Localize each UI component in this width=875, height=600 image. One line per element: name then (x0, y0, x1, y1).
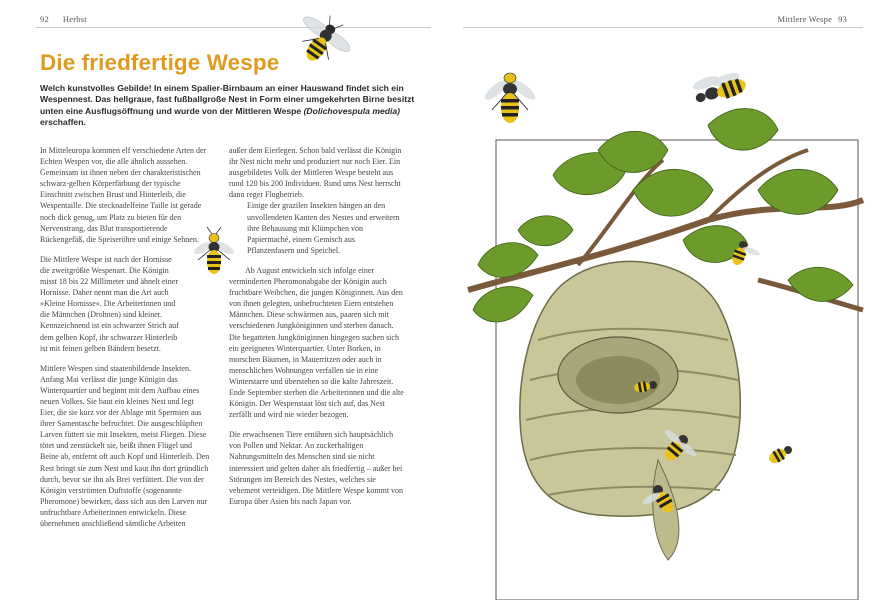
paragraph: Ab August entwickeln sich infolge einer verminderten Pheromonabgabe der Königin auch fruchtbare Weibchen, die jungen Königinnen. Aus den von ihnen gelegten, unbefruchteten Eiern entstehen Männchen. Diese schwärmen aus, paaren sich mit verschiedenen Jungköniginnen und sterben danach. Die begatteten Jungköniginnen hingegen suchen sich ein geeignetes Winterquartier. Unter Borken, in morschen Bäumen, in Mauerritzen oder auch in menschlichen Wohnungen verfallen sie in eine Winterstarre und überstehen so die kalte Jahreszeit. Ende September sterben die Arbeiterinnen und die alte Königin. Der Wespenstaat löst sich auf, das Nest zerfällt und wird nie wieder bezogen. (229, 265, 404, 420)
wasp-illustration (290, 12, 350, 76)
paragraph: Die Mittlere Wespe ist nach der Hornisse die zweitgrößte Wespenart. Die Königin misst 18 bis 22 Millimeter und ähnelt einer Hornisse. Daher nennt man die Art auch »Kleine Hornisse«. Die Arbeiterinnen und die Männchen (Drohnen) sind kleiner. Kennzeichnend ist ein schwarzer Strich auf dem gelben Kopf, ihr schwarzer Hinterleib ist mit feinen gelben Bändern besetzt. (40, 254, 179, 353)
page-header-right (777, 14, 847, 24)
page-number-left: 92 (40, 14, 49, 24)
lead-text-2: erschaffen. (40, 117, 86, 128)
chapter-title: Mittlere Wespe (777, 14, 833, 24)
header-rule-right (463, 27, 863, 28)
species-name: (Dolichovespula media) (303, 105, 401, 116)
page-number-right: 93 (838, 14, 847, 24)
text-column-2 (229, 145, 404, 516)
header-rule-left (36, 27, 431, 28)
wasp-illustration (690, 65, 748, 108)
wasp-illustration (482, 73, 538, 123)
paragraph: Einige der grazilen Insekten hängen an den unvollendeten Kanten des Nestes und erweitern ihre Behausung mit Klümpchen von Papiermaché, einem Gemisch aus Pflanzenfasern und Speichel. (247, 201, 400, 255)
paragraph: außer dem Eierlegen. Schon bald verlässt die Königin ihr Nest nicht mehr und produziert nur noch Eier. Ein ausgebildetes Volk der Mittleren Wespe besteht aus rund 120 bis 200 Individuen. Rund ums Nest herrscht dann reger Flugbetrieb. (229, 146, 402, 200)
section-name: Herbst (62, 14, 87, 24)
article-title: Die friedfertige Wespe (40, 50, 280, 75)
lead-text-1: Welch kunstvolles Gebilde! In einem Spalier-Birnbaum an einer Hauswand findet sich ein Wespennest. Das hellgraue, fast fußballgroße Nest in Form einer umgekehrten Birne besitzt unten eine Ausflugsöffnung und wurde von der Mittleren Wespe (40, 83, 415, 116)
lead-paragraph (40, 83, 430, 129)
paragraph: In Mitteleuropa kommen elf verschiedene Arten der Echten Wespen vor, die alle ähnlich aussehen. Gemeinsam ist ihnen neben der charakteristischen schwarz-gelben Körperfärbung der typische Einschnitt zwischen Brust und Hinterleib, die Wespentaille. Die stecknadelfeine Taille ist gerade noch dick genug, um Platz zu bieten für den Nervenstrang, das Blut transportierende Rückengefäß, die Speiseröhre und einige Sehnen. (40, 146, 207, 244)
paragraph: Die erwachsenen Tiere ernähren sich hauptsächlich von Pollen und Nektar. An zuckerhaltigen Nahrungsmitteln des Menschen sind sie nicht interessiert und gelten daher als friedfertig – außer bei Störungen im Bereich des Nestes, welches sie vehement verteidigen. Die Mittlere Wespe kommt von Europa über Asien bis nach Japan vor. (229, 430, 404, 506)
paragraph: Mittlere Wespen sind staatenbildende Insekten. Anfang Mai verlässt die junge Königin das Winterquartier und beginnt mit dem Aufbau eines neuen Volkes. Sie baut ein kleines Nest und legt Eier, die sie kurz vor der Ablage mit Spermien aus ihrer Samentasche befruchtet. Die ausgeschlüpften Larven füttert sie mit Insekten, meist Fliegen. Diese tötet und zerstückelt sie, beißt ihnen Flügel und Beine ab, entfernt oft auch Kopf und Hinterleib. Den Rest bringt sie zum Nest und kaut ihn dort gründlich durch, bevor sie ihn als Brei verfüttert. Die von der Königin verströmten Duftstoffe (sogenannte Pheromone) bewirken, dass sich aus den Larven nur unfruchtbare Arbeiterinnen entwickeln. Diese übernehmen anschließend sämtliche Arbeiten (40, 363, 210, 528)
text-column-1 (40, 145, 210, 538)
page-header-left (40, 14, 87, 24)
wasp-nest-illustration (458, 40, 868, 600)
